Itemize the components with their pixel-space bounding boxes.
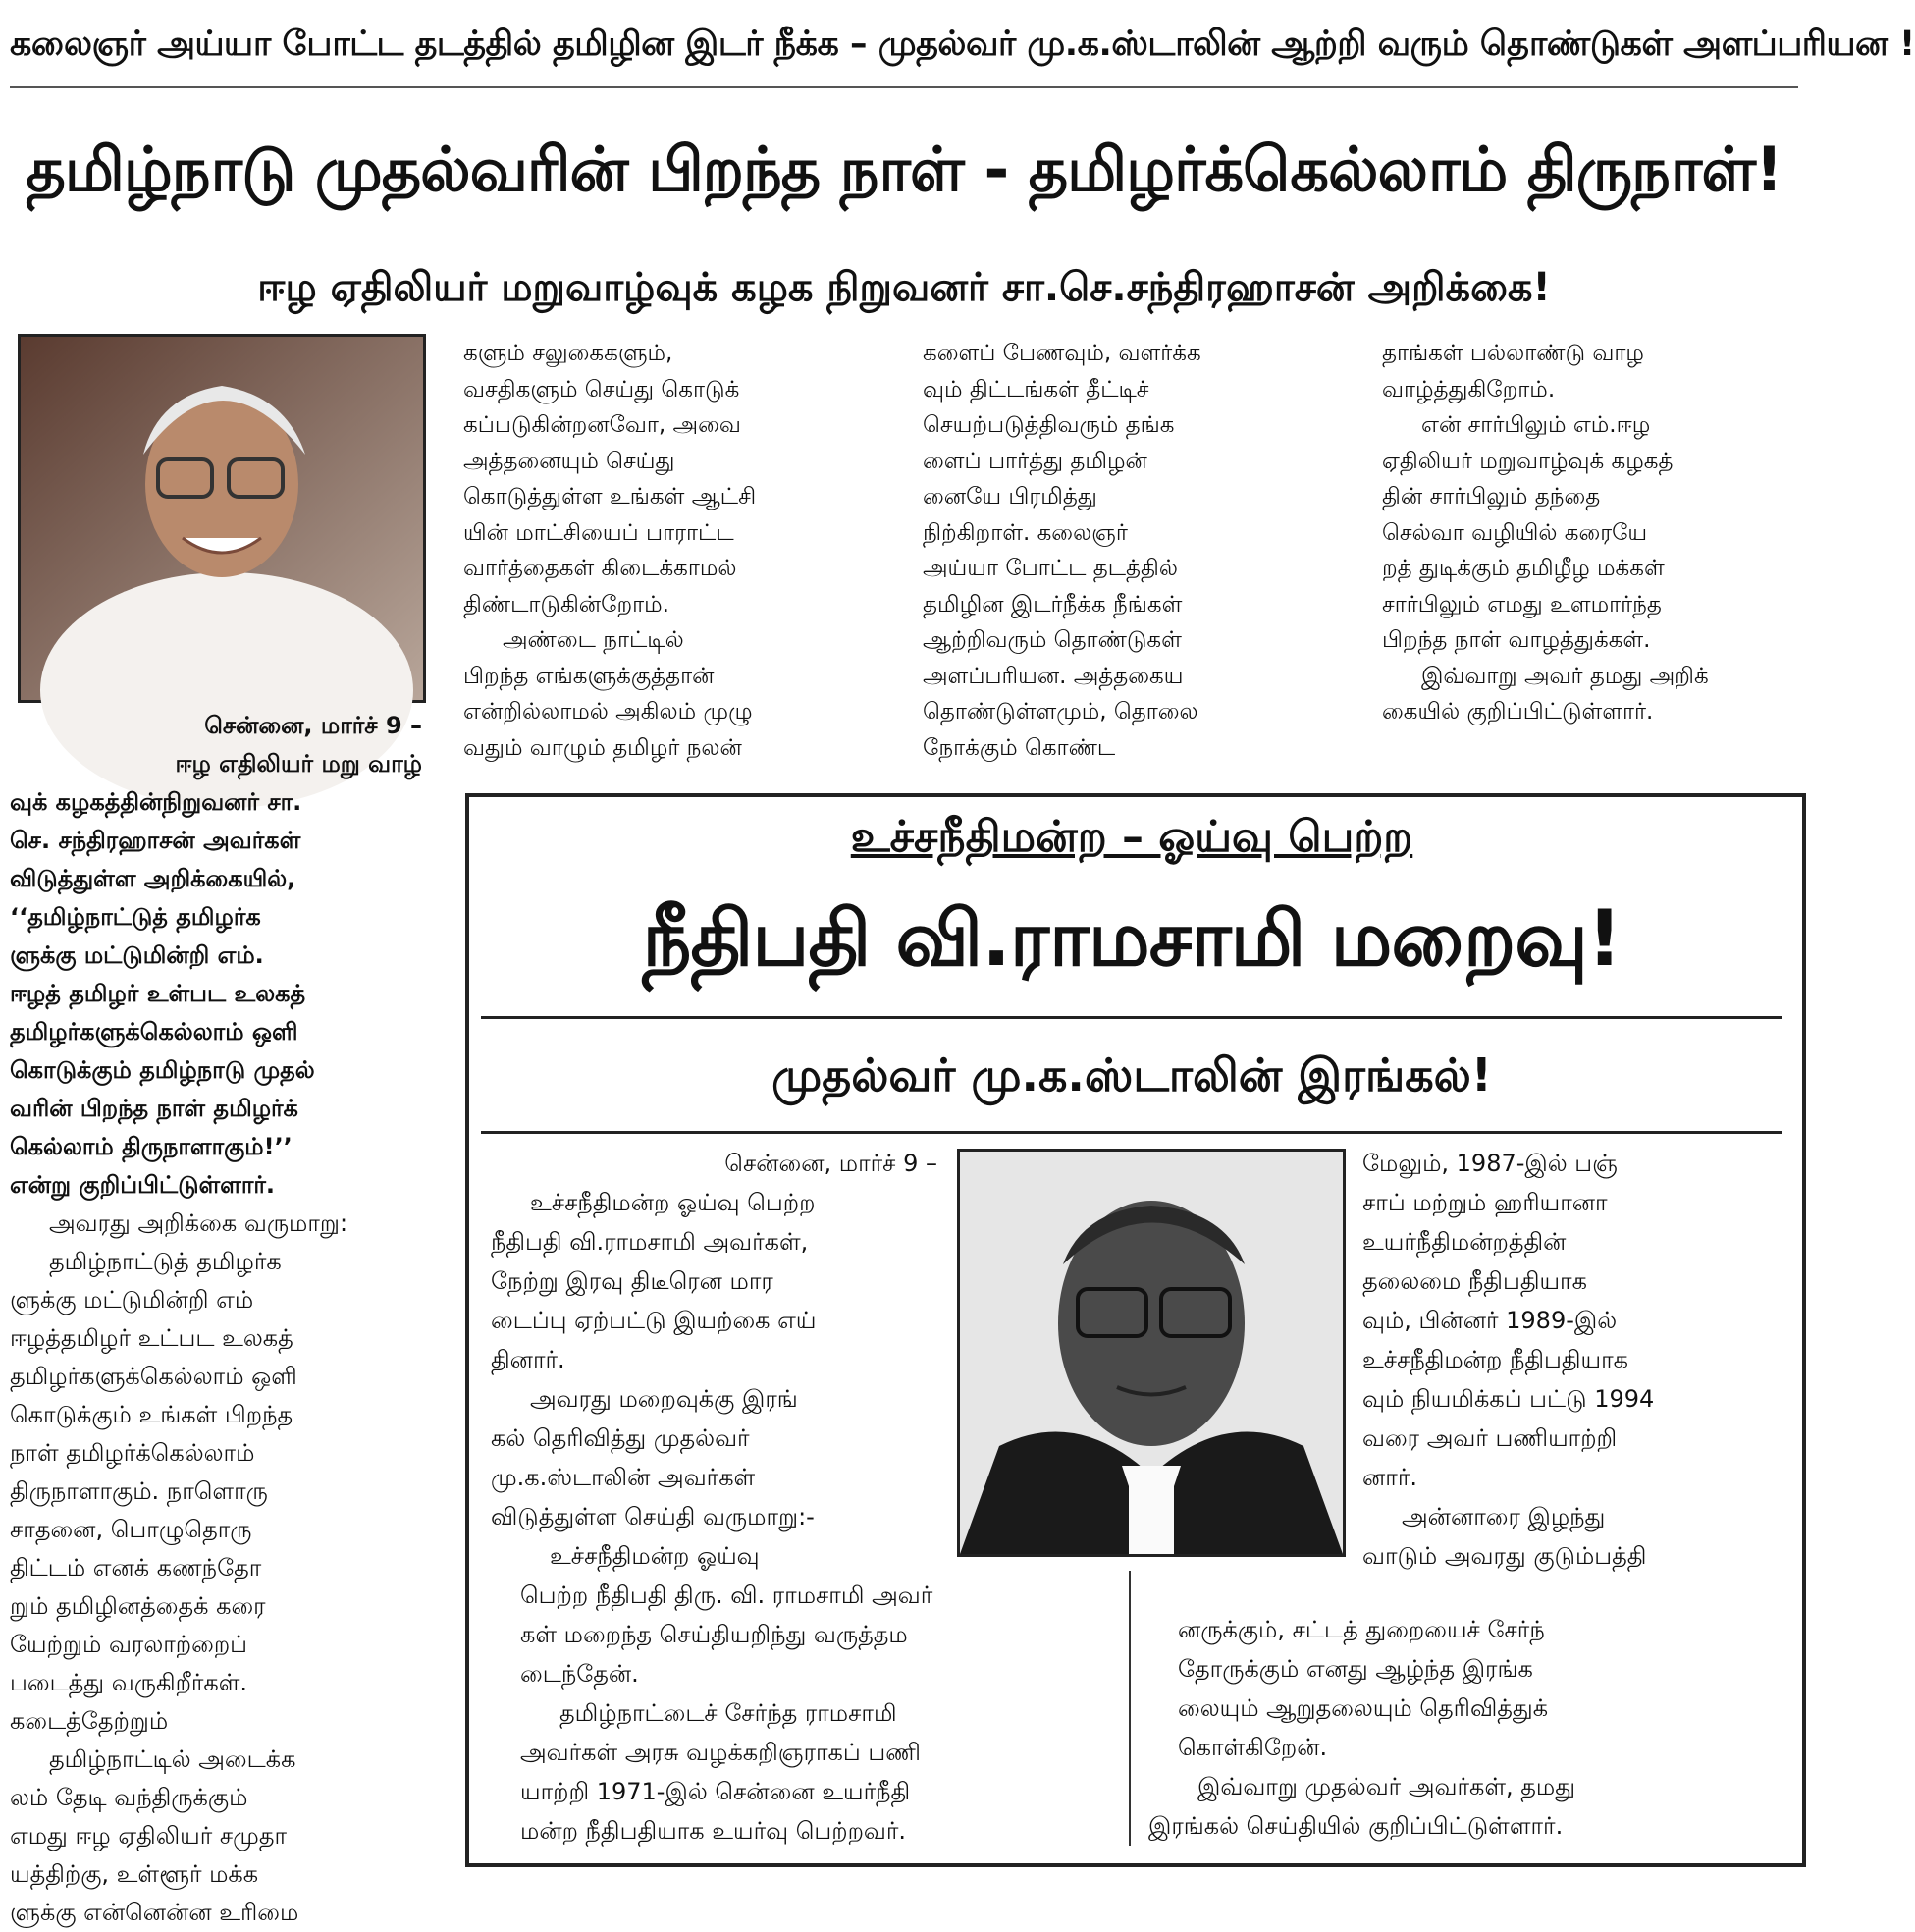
text-line: உச்சநீதிமன்ற ஓய்வு [550, 1542, 760, 1570]
text-line: யேற்றும் வரலாற்றைப் [10, 1631, 248, 1658]
article1-column-2 [463, 336, 895, 768]
text-line: கொள்கிறேன். [1178, 1734, 1328, 1761]
text-line: தமிழர்களுக்கெல்லாம் ஒளி [10, 1363, 297, 1390]
text-line: மு.க.ஸ்டாலின் அவர்கள் [491, 1464, 756, 1491]
text-line: செல்வா வழியில் கரையே [1382, 519, 1648, 546]
subheadline: ஈழ ஏதிலியர் மறுவாழ்வுக் கழக நிறுவனர் சா.செ.சந்திரஹாசன் அறிக்கை! [257, 265, 1551, 310]
text-line: கொடுத்துள்ள உங்கள் ஆட்சி [463, 484, 757, 510]
article2-column-left [491, 1144, 937, 1556]
text-line: ஏதிலியர் மறுவாழ்வுக் கழகத் [1382, 448, 1674, 474]
text-line: களைப் பேணவும், வளர்க்க [923, 341, 1201, 366]
text-line: வசதிகளும் செய்து கொடுக் [463, 376, 740, 402]
text-line: யாற்றி 1971-இல் சென்னை உயர்நீதி [520, 1778, 911, 1805]
text-line: அன்னாரை இழந்து [1402, 1503, 1606, 1530]
text-line: ஈழத் தமிழர் உள்பட உலகத் [10, 980, 306, 1007]
text-line: நிற்கிறாள். கலைஞர் [923, 519, 1128, 546]
text-line: அண்டை நாட்டில் [503, 627, 684, 653]
text-line: நோக்கும் கொண்ட [923, 734, 1116, 761]
text-line: கள் மறைந்த செய்தியறிந்து வருத்தம [520, 1621, 908, 1648]
text-line: வரை அவர் பணியாற்றி [1362, 1424, 1618, 1452]
text-line: நீதிபதி வி.ராமசாமி அவர்கள், [491, 1228, 809, 1256]
text-line: அவரது அறிக்கை வருமாறு: [49, 1209, 348, 1237]
text-line: டைப்பு ஏற்பட்டு இயற்கை எய் [491, 1307, 817, 1334]
text-line: இவ்வாறு அவர் தமது அறிக் [1421, 663, 1709, 689]
text-line: ளுக்கு மட்டுமின்றி எம் [10, 1286, 254, 1314]
text-line: வும் நியமிக்கப் பட்டு 1994 [1362, 1385, 1655, 1413]
headline: தமிழ்நாடு முதல்வரின் பிறந்த நாள் - தமிழர்க்கெல்லாம் திருநாள்! [26, 134, 1782, 205]
text-line: ளைப் பார்த்து தமிழன் [923, 448, 1147, 474]
text-line: எமது ஈழ ஏதிலியர் சமுதா [10, 1822, 287, 1850]
text-line: வாழ்த்துகிறோம். [1382, 376, 1556, 402]
text-line: தொண்டுள்ளமும், தொலை [923, 699, 1198, 724]
text-line: தமிழ்நாட்டுத் தமிழர்க [49, 1248, 282, 1275]
text-line: றும் தமிழினத்தைக் கரை [10, 1592, 266, 1620]
divider [481, 1016, 1782, 1019]
text-line: கையில் குறிப்பிட்டுள்ளார். [1382, 699, 1654, 724]
text-line: இரங்கல் செய்தியில் குறிப்பிட்டுள்ளார். [1148, 1812, 1564, 1840]
text-line: வும், பின்னர் 1989-இல் [1362, 1307, 1618, 1334]
text-line: வார்த்தைகள் கிடைக்காமல் [463, 556, 737, 581]
text-line: விடுத்துள்ள அறிக்கையில், [10, 865, 296, 892]
dateline: சென்னை, மார்ச் 9 – [204, 712, 422, 739]
article1-column-4 [1382, 336, 1804, 768]
text-line: தலைமை நீதிபதியாக [1362, 1267, 1587, 1295]
dateline: சென்னை, மார்ச் 9 – [724, 1150, 937, 1177]
text-line: மன்ற நீதிபதியாக உயர்வு பெற்றவர். [520, 1817, 907, 1845]
text-line: யின் மாட்சியைப் பாராட்ட [463, 519, 734, 546]
text-line: இவ்வாறு முதல்வர் அவர்கள், தமது [1197, 1773, 1576, 1800]
text-line: ஈழத்தமிழர் உட்பட உலகத் [10, 1324, 293, 1352]
text-line: கொடுக்கும் உங்கள் பிறந்த [10, 1401, 293, 1428]
column-rule [1129, 1571, 1131, 1846]
text-line: சாதனை, பொழுதொரு [10, 1516, 252, 1543]
text-line: வதும் வாழும் தமிழர் நலன் [463, 734, 742, 761]
text-line: அளப்பரியன. அத்தகைய [923, 663, 1184, 689]
portrait-image [960, 1152, 1343, 1554]
article2-column-bottom-left [520, 1536, 1109, 1851]
text-line: உச்சநீதிமன்ற நீதிபதியாக [1362, 1346, 1628, 1373]
text-line: ளுக்கு மட்டுமின்றி எம். [10, 941, 264, 969]
text-line: தமிழ்நாட்டில் அடைக்க [49, 1745, 296, 1773]
divider [481, 1131, 1782, 1134]
text-line: தமிழர்களுக்கெல்லாம் ஒளி [10, 1018, 298, 1046]
text-line: திட்டம் எனக் கணந்தோ [10, 1554, 262, 1582]
text-line: திருநாளாகும். நாளொரு [10, 1477, 268, 1505]
text-line: என் சார்பிலும் எம்.ஈழ [1421, 412, 1651, 438]
portrait-photo-ramasamy [957, 1149, 1346, 1557]
text-line: அத்தனையும் செய்து [463, 448, 675, 474]
text-line: யத்திற்கு, உள்ளூர் மக்க [10, 1860, 259, 1888]
text-line: மேலும், 1987-இல் பஞ் [1362, 1150, 1618, 1177]
text-line: தினார். [491, 1346, 565, 1373]
text-line: சார்பிலும் எமது உளமார்ந்த [1382, 591, 1662, 617]
text-line: படைத்து வருகிறீர்கள். [10, 1669, 248, 1696]
text-line: சாப் மற்றும் ஹரியானா [1362, 1189, 1608, 1216]
article2-headline: நீதிபதி வி.ராமசாமி மறைவு! [642, 895, 1622, 984]
article2-column-right [1362, 1144, 1784, 1595]
text-line: என்றில்லாமல் அகிலம் முழு [463, 699, 753, 724]
text-line: நேற்று இரவு திடீரென மார [491, 1267, 773, 1295]
text-line: ‘‘தமிழ்நாட்டுத் தமிழர்க [10, 903, 261, 931]
text-line: ளுக்கு என்னென்ன உரிமை [10, 1899, 299, 1926]
text-line: றத் துடிக்கும் தமிழீழ மக்கள் [1382, 556, 1665, 581]
text-line: செ. சந்திரஹாசன் அவர்கள் [10, 827, 301, 854]
text-line: னையே பிரமித்து [923, 484, 1097, 510]
text-line: என்று குறிப்பிட்டுள்ளார். [10, 1171, 276, 1199]
article2-subheadline: முதல்வர் மு.க.ஸ்டாலின் இரங்கல்! [771, 1048, 1492, 1101]
text-line: தின் சார்பிலும் தந்தை [1382, 484, 1601, 510]
text-line: வுக் கழகத்தின்நிறுவனர் சா. [10, 788, 302, 816]
divider [10, 86, 1798, 88]
article2-column-bottom-right [1148, 1610, 1786, 1851]
text-line: உச்சநீதிமன்ற ஓய்வு பெற்ற [530, 1189, 816, 1216]
portrait-image [21, 337, 423, 700]
article1-left-column [10, 707, 422, 1926]
text-line: கெல்லாம் திருநாளாகும்!’’ [10, 1133, 293, 1160]
text-line: னார். [1362, 1464, 1417, 1491]
text-line: லம் தேடி வந்திருக்கும் [10, 1784, 248, 1811]
text-line: களும் சலுகைகளும், [463, 341, 673, 366]
text-line: டைந்தேன். [520, 1660, 639, 1688]
text-line: தமிழ்நாட்டைச் சேர்ந்த ராமசாமி [559, 1699, 897, 1727]
text-line: ஈழ எதிலியர் மறு வாழ் [175, 750, 422, 778]
text-line: செயற்படுத்திவரும் தங்க [923, 412, 1175, 438]
article2-kicker: உச்சநீதிமன்ற – ஓய்வு பெற்ற [850, 812, 1413, 862]
text-line: கப்படுகின்றனவோ, அவை [463, 412, 741, 438]
portrait-photo-chandrahasan [18, 334, 426, 703]
text-line: லையும் ஆறுதலையும் தெரிவித்துக் [1178, 1694, 1549, 1722]
text-line: நாள் தமிழர்க்கெல்லாம் [10, 1439, 255, 1467]
text-line: வாடும் அவரது குடும்பத்தி [1362, 1542, 1647, 1570]
text-line: விடுத்துள்ள செய்தி வருமாறு:- [491, 1503, 815, 1530]
text-line: உயர்நீதிமன்றத்தின் [1362, 1228, 1567, 1256]
text-line: ஆற்றிவரும் தொண்டுகள் [923, 627, 1182, 653]
text-line: வரின் பிறந்த நாள் தமிழர்க் [10, 1095, 298, 1122]
text-line: னருக்கும், சட்டத் துறையைச் சேர்ந் [1178, 1616, 1545, 1643]
text-line: தமிழின இடர்நீக்க நீங்கள் [923, 591, 1183, 617]
text-line: திண்டாடுகின்றோம். [463, 591, 669, 617]
text-line: தாங்கள் பல்லாண்டு வாழ [1382, 341, 1644, 366]
text-line: பிறந்த நாள் வாழத்துக்கள். [1382, 627, 1651, 653]
top-kicker: கலைஞர் அய்யா போட்ட தடத்தில் தமிழின இடர் நீக்க – முதல்வர் மு.க.ஸ்டாலின் ஆற்றி வரும் தொண்டுகள் அளப்பரியன ! [10, 25, 1915, 64]
text-line: கடைத்தேற்றும் [10, 1707, 169, 1735]
text-line: வும் திட்டங்கள் தீட்டிச் [923, 376, 1149, 402]
text-line: அய்யா போட்ட தடத்தில் [923, 556, 1178, 581]
article1-column-3 [923, 336, 1355, 768]
text-line: கல் தெரிவித்து முதல்வர் [491, 1424, 750, 1452]
text-line: அவரது மறைவுக்கு இரங் [530, 1385, 798, 1413]
text-line: அவர்கள் அரசு வழக்கறிஞராகப் பணி [520, 1739, 921, 1766]
text-line: கொடுக்கும் தமிழ்நாடு முதல் [10, 1056, 315, 1084]
text-line: பெற்ற நீதிபதி திரு. வி. ராமசாமி அவர் [520, 1582, 933, 1609]
text-line: தோருக்கும் எனது ஆழ்ந்த இரங்க [1178, 1655, 1533, 1683]
text-line: பிறந்த எங்களுக்குத்தான் [463, 663, 715, 689]
